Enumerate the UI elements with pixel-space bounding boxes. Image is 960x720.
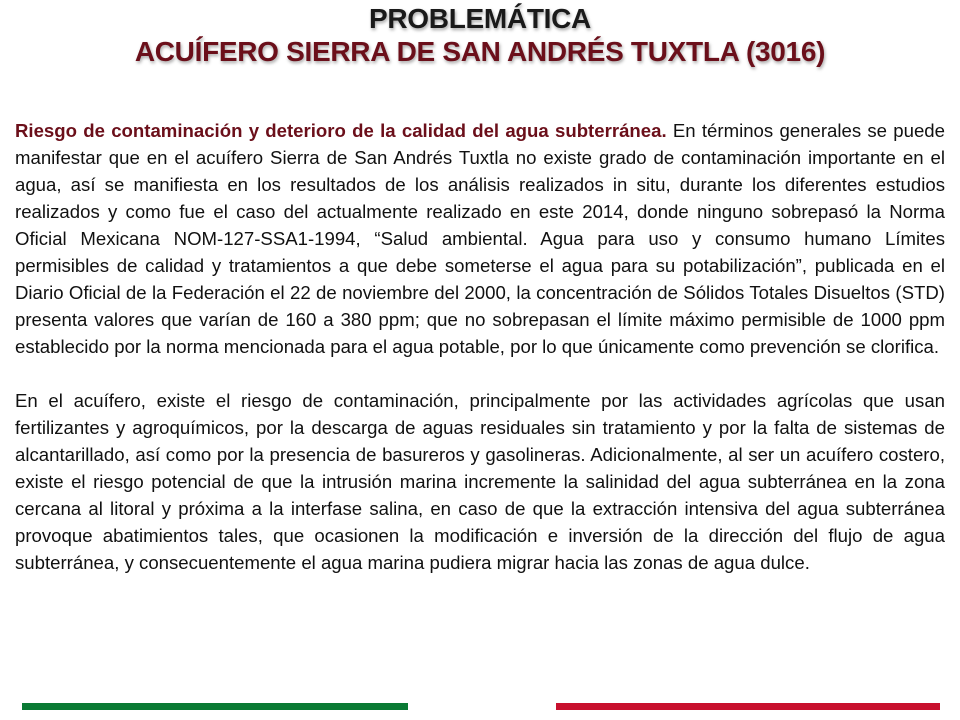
footer-stripe-red: [556, 703, 940, 710]
paragraph-2: En el acuífero, existe el riesgo de contaminación, principalmente por las actividades agrícolas que usan fertilizantes y agroquímicos, por la descarga de aguas residuales sin tratamiento y por la falta de sistemas de alcantarillado, así como por la presencia de basureros y gasolineras. Adicionalmente, al ser un acuífero costero, existe el riesgo potencial de que la intrusión marina incremente la salinidad del agua subterránea en la zona cercana al litoral y próxima a la interfase salina, en caso de que la extracción intensiva del agua subterránea provoque abatimientos tales, que ocasionen la modificación e inversión de la dirección del flujo de agua subterránea, y consecuentemente el agua marina pudiera migrar hacia las zonas de agua dulce.: [15, 390, 945, 573]
body-text: [15, 117, 945, 576]
paragraph-1-lead: Riesgo de contaminación y deterioro de la calidad del agua subterránea.: [15, 120, 667, 141]
paragraph-1: [15, 117, 945, 360]
page-title: PROBLEMÁTICA: [369, 3, 591, 34]
paragraph-1-text: En términos generales se puede manifestar que en el acuífero Sierra de San Andrés Tuxtla no existe grado de contaminación importante en el agua, así se manifiesta en los resultados de los análisis realizados in situ, durante los diferentes estudios realizados y como fue el caso del actualmente realizado en este 2014, donde ninguno sobrepasó la Norma Oficial Mexicana NOM-127-SSA1-1994, “Salud ambiental. Agua para uso y consumo humano Límites permisibles de calidad y tratamientos a que debe someterse el agua para su potabilización”, publicada en el Diario Oficial de la Federación el 22 de noviembre del 2000, la concentración de Sólidos Totales Disueltos (STD) presenta valores que varían de 160 a 380 ppm; que no sobrepasan el límite máximo permisible de 1000 ppm establecido por la norma mencionada para el agua potable, por lo que únicamente como prevención se clorifica.: [15, 120, 945, 357]
title-block: [0, 2, 960, 68]
page-subtitle: ACUÍFERO SIERRA DE SAN ANDRÉS TUXTLA (3016): [134, 36, 826, 67]
footer-stripe-green: [22, 703, 408, 710]
